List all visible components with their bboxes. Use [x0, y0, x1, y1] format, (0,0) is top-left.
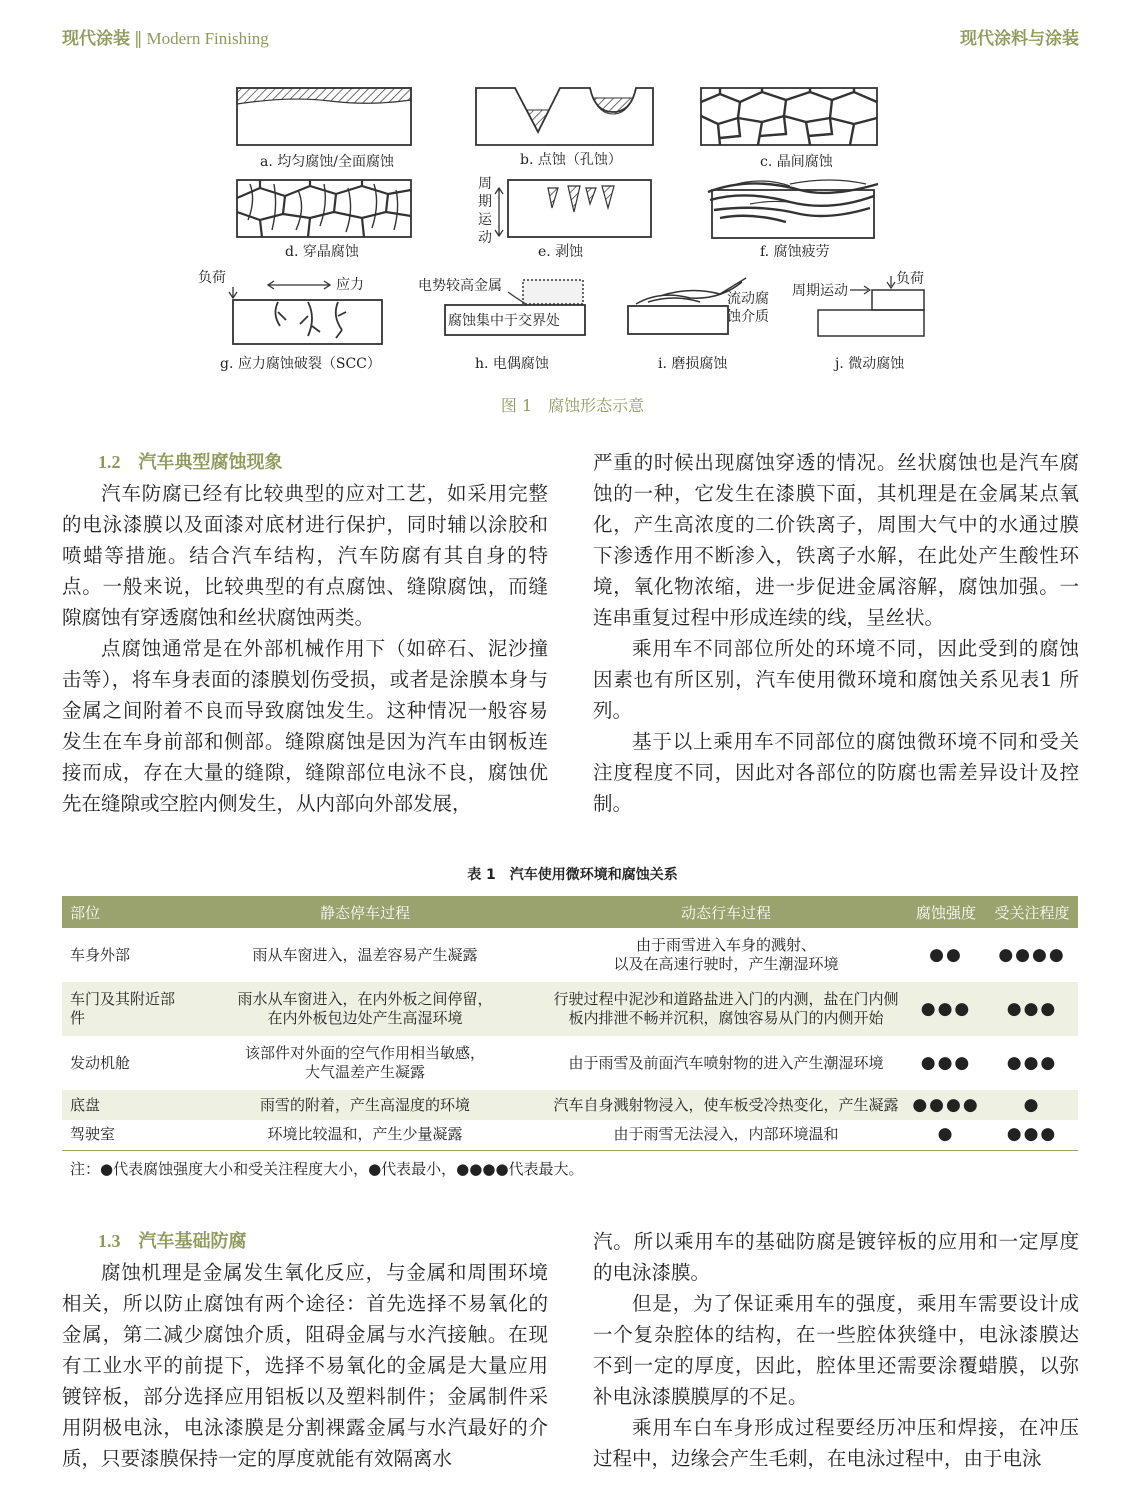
col-header-part: 部位 — [62, 896, 184, 928]
figure-1-caption: 图 1 腐蚀形态示意 — [500, 396, 645, 415]
table-row — [62, 928, 1078, 982]
cell-strength: ● — [906, 1120, 986, 1150]
cell-dynamic — [546, 1120, 906, 1150]
col-header-strength: 腐蚀强度 — [906, 896, 986, 928]
j-load-text: 负荷 — [896, 271, 924, 287]
section-12-number: 1.2 — [98, 452, 121, 472]
cell-static — [184, 1120, 546, 1150]
e-cycle-char-3: 运 — [478, 212, 492, 228]
cell-static — [184, 928, 546, 982]
cell-part: 车门及其附近部件 — [62, 982, 184, 1036]
panel-i-erosion — [628, 278, 769, 372]
table-row — [62, 982, 1078, 1036]
table-1 — [62, 896, 1078, 1151]
section-12-paragraph-1: 汽车防腐已经有比较典型的应对工艺，如采用完整的电泳漆膜以及面漆对底材进行保护，同时辅以涂胶和喷蜡等措施。结合汽车结构，汽车防腐有其自身的特点。一般来说，比较典型的有点腐蚀、缝隙腐蚀，而缝隙腐蚀有穿透腐蚀和丝状腐蚀两类。 — [62, 482, 548, 629]
g-load-text: 负荷 — [198, 270, 226, 286]
section-12-left-column — [62, 447, 548, 819]
label-a: a. 均匀腐蚀/全面腐蚀 — [260, 154, 394, 170]
cell-line: 行驶过程中泥沙和道路盐进入门的内测，盐在门内侧 — [553, 990, 899, 1008]
cell-line: 该部件对外面的空气作用相当敏感， — [244, 1044, 485, 1062]
cell-static — [184, 1036, 546, 1090]
cell-attention: ● — [986, 1090, 1078, 1120]
g-stress-text: 应力 — [336, 277, 364, 293]
cell-attention: ●●● — [1006, 1052, 1058, 1073]
i-medium-text-1: 流动腐 — [727, 291, 769, 307]
cell-dynamic — [546, 982, 906, 1036]
header-separator: ‖ — [134, 29, 143, 49]
cell-dynamic — [546, 1036, 906, 1090]
table-row — [62, 1120, 1078, 1150]
panel-f-corrosion-fatigue — [708, 180, 878, 260]
panel-d-transgranular — [237, 180, 411, 260]
section-13-number: 1.3 — [98, 1231, 121, 1251]
section-12-paragraph-3: 乘用车不同部位所处的环境不同，因此受到的腐蚀因素也有所区别，汽车使用微环境和腐蚀关系见表1 所列。 — [593, 637, 1079, 722]
cell-line: 雨从车窗进入，温差容易产生凝露 — [252, 945, 478, 964]
section-13-left-column — [62, 1226, 548, 1474]
section-12-heading — [62, 447, 548, 478]
cell-line: 由于雨雪进入车身的溅射、 — [635, 936, 816, 954]
section-13-paragraph-3: 乘用车白车身形成过程要经历冲压和焊接，在冲压过程中，边缘会产生毛刺，在电泳过程中，由于电泳 — [593, 1416, 1079, 1470]
section-13-paragraph-1: 腐蚀机理是金属发生氧化反应，与金属和周围环境相关，所以防止腐蚀有两个途径：首先选择不易氧化的金属，第二减少腐蚀介质，阻碍金属与水汽接触。在现有工业水平的前提下，选择不易氧化的金属是大量应用镀锌板，部分选择应用铝板以及塑料制件；金属制件采用阴极电泳，电泳漆膜是分割裸露金属与水汽最好的介质，只要漆膜保持一定的厚度就能有效隔离水 — [62, 1261, 548, 1470]
table-header-row — [62, 896, 1078, 928]
label-b: b. 点蚀（孔蚀） — [520, 152, 622, 168]
panel-h-galvanic — [418, 277, 585, 372]
cell-line: 大气温差产生凝露 — [304, 1063, 425, 1081]
cell-attention: ●●● — [986, 982, 1078, 1036]
running-header-right: 现代涂料与涂装 — [960, 29, 1079, 49]
cell-static — [184, 1090, 546, 1120]
cell-dynamic — [546, 1090, 906, 1120]
label-j: j. 微动腐蚀 — [835, 356, 905, 372]
j-cycle-text: 周期运动 — [792, 283, 848, 299]
section-12-title: 汽车典型腐蚀现象 — [138, 452, 283, 473]
label-f: f. 腐蚀疲劳 — [760, 244, 830, 260]
table-1-note: 注：●代表腐蚀强度大小和受关注程度大小，●代表最小，●●●●代表最大。 — [70, 1160, 584, 1178]
cell-line: 在内外板包边处产生高湿环境 — [267, 1009, 463, 1027]
section-13-paragraph-2: 但是，为了保证乘用车的强度，乘用车需要设计成一个复杂腔体的结构，在一些腔体狭缝中，电泳漆膜达不到一定的厚度，因此，腔体里还需要涂覆蜡膜，以弥补电泳漆膜膜厚的不足。 — [593, 1292, 1079, 1408]
section-13-paragraph-continuation: 汽。所以乘用车的基础防腐是镀锌板的应用和一定厚度的电泳漆膜。 — [593, 1230, 1079, 1284]
col-header-dynamic: 动态行车过程 — [546, 896, 906, 928]
cell-line: 环境比较温和，产生少量凝露 — [267, 1125, 463, 1144]
section-13-right-column — [593, 1226, 1079, 1474]
e-cycle-char-2: 期 — [478, 194, 492, 210]
cell-part: 发动机舱 — [70, 1053, 131, 1072]
cell-line: 雨水从车窗进入，在内外板之间停留， — [237, 990, 493, 1008]
cell-line: 以及在高速行驶时，产生潮湿环境 — [613, 955, 839, 973]
section-12-paragraph-2: 点腐蚀通常是在外部机械作用下（如碎石、泥沙撞击等），将车身表面的漆膜划伤受损，或者是涂膜本身与金属之间附着不良而导致腐蚀发生。这种情况一般容易发生在车身前部和侧部。缝隙腐蚀是因为汽车由钢板连接而成，存在大量的缝隙，缝隙部位电泳不良，腐蚀优先在缝隙或空腔内侧发生，从内部向外部发展， — [62, 637, 548, 815]
label-i: i. 磨损腐蚀 — [658, 356, 728, 372]
label-e: e. 剥蚀 — [538, 244, 584, 260]
e-cycle-char-1: 周 — [478, 176, 492, 192]
cell-dynamic — [546, 928, 906, 982]
table-1-title: 表 1 汽车使用微环境和腐蚀关系 — [467, 867, 678, 883]
panel-j-fretting — [792, 270, 924, 372]
cell-line: 汽车自身溅射物浸入，使车板受冷热变化，产生凝露 — [553, 1095, 899, 1114]
section-12-paragraph-4: 基于以上乘用车不同部位的腐蚀微环境不同和受关注度程度不同，因此对各部位的防腐也需差异设计及控制。 — [593, 730, 1079, 815]
label-d: d. 穿晶腐蚀 — [285, 244, 359, 260]
cell-strength: ●●● — [920, 1052, 972, 1073]
panel-c-intergranular — [701, 88, 877, 170]
cell-line: 由于雨雪无法浸入，内部环境温和 — [613, 1125, 839, 1144]
cell-attention: ●●● — [986, 1120, 1078, 1150]
journal-english-name: Modern Finishing — [146, 29, 269, 48]
cell-line: 板内排泄不畅并沉积，腐蚀容易从门的内侧开始 — [568, 1009, 884, 1027]
label-h: h. 电偶腐蚀 — [475, 356, 549, 372]
cell-strength: ●● — [929, 944, 963, 965]
cell-part: 驾驶室 — [62, 1120, 184, 1150]
panel-a-uniform-corrosion — [237, 88, 411, 170]
journal-brand: 现代涂装 — [62, 29, 130, 49]
col-header-attention: 受关注程度 — [986, 896, 1078, 928]
section-12-right-column — [593, 447, 1079, 819]
h-focus-text: 腐蚀集中于交界处 — [448, 313, 560, 329]
h-metal-text: 电势较高金属 — [418, 278, 502, 294]
cell-line: 由于雨雪及前面汽车喷射物的进入产生潮湿环境 — [568, 1053, 884, 1072]
running-header-left — [62, 24, 269, 49]
cell-attention: ●●●● — [998, 944, 1066, 965]
panel-e-exfoliation — [478, 176, 651, 260]
label-g: g. 应力腐蚀破裂（SCC） — [220, 356, 381, 372]
col-header-static: 静态停车过程 — [184, 896, 546, 928]
table-row — [62, 1036, 1078, 1090]
cell-part: 底盘 — [62, 1090, 184, 1120]
cell-part: 车身外部 — [70, 945, 131, 964]
section-13-title: 汽车基础防腐 — [138, 1231, 247, 1252]
cell-static — [184, 982, 546, 1036]
i-medium-text-2: 蚀介质 — [727, 309, 769, 325]
section-12-paragraph-continuation: 严重的时候出现腐蚀穿透的情况。丝状腐蚀也是汽车腐蚀的一种，它发生在漆膜下面，其机理是在金属某点氧化，产生高浓度的二价铁离子，周围大气中的水通过膜下渗透作用不断渗入，铁离子水解，在此处产生酸性环境，氧化物浓缩，进一步促进金属溶解，腐蚀加强。一连串重复过程中形成连续的线，呈丝状。 — [593, 451, 1079, 629]
e-cycle-char-4: 动 — [478, 230, 492, 246]
cell-line: 雨雪的附着，产生高湿度的环境 — [259, 1095, 470, 1114]
table-row — [62, 1090, 1078, 1120]
cell-strength: ●●● — [906, 982, 986, 1036]
corrosion-forms-figure — [190, 80, 950, 390]
label-c: c. 晶间腐蚀 — [760, 154, 833, 170]
cell-strength: ●●●● — [906, 1090, 986, 1120]
panel-b-pitting — [476, 88, 653, 168]
panel-g-scc — [198, 269, 382, 372]
section-13-heading — [62, 1226, 548, 1257]
